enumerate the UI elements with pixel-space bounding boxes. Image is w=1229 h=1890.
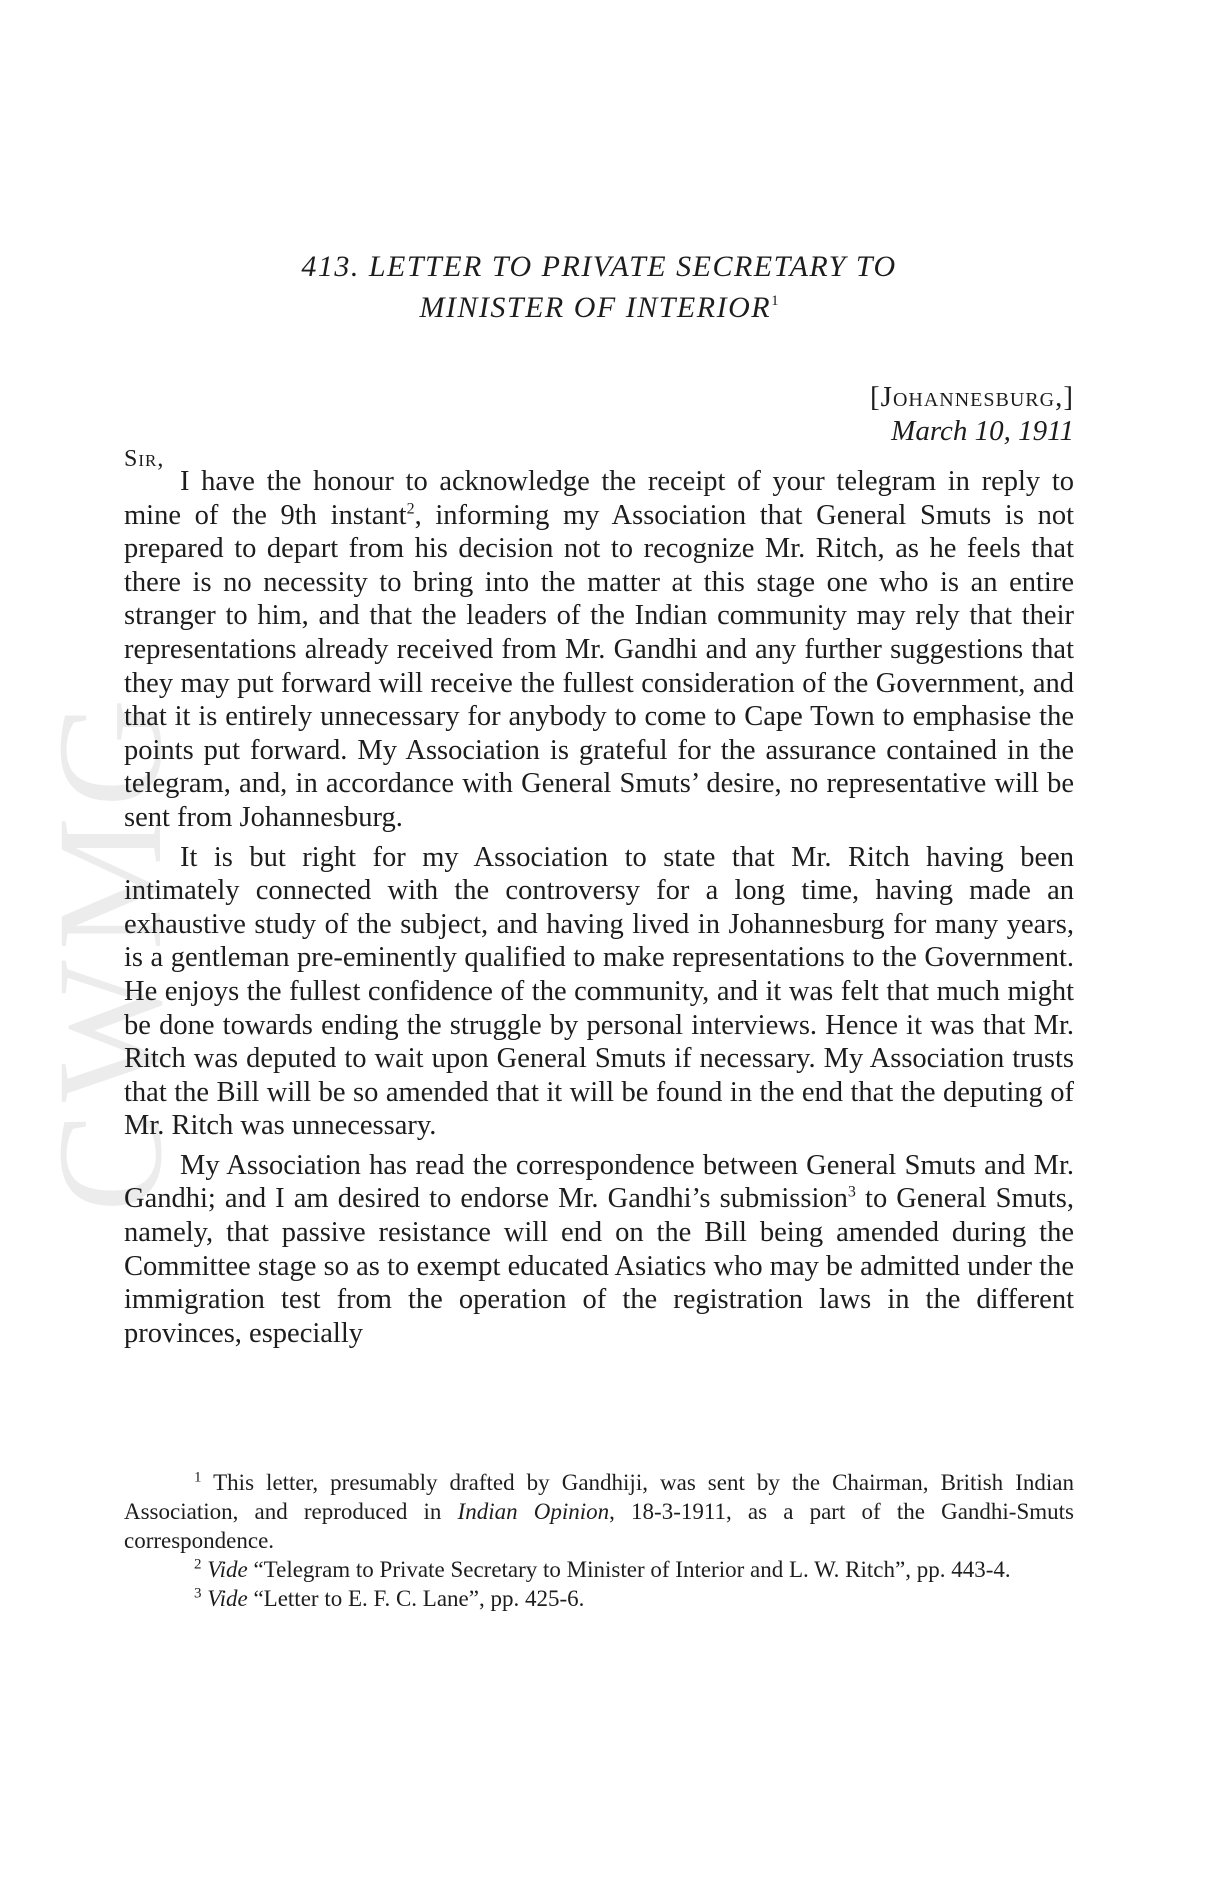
paragraph-text: It is but right for my Association to state that Mr. Ritch having been intimately connected with the controversy for a long time, having made an exhaustive study of the subject, and having lived in Johannesburg for many years, is a gentleman pre-eminently qualified to make representations to the Government. He enjoys the fullest confidence of the community, and it was felt that much might be done towards ending the struggle by personal interviews. Hence it was that Mr. Ritch was deputed to wait upon General Smuts if necessary. My Association trusts that the Bill will be so amended that it will be found in the end that the deputing of Mr. Ritch was unnecessary.: [124, 841, 1074, 1142]
footnotes: [124, 1468, 1074, 1613]
heading-footnote-ref: 1: [771, 293, 779, 309]
footnote-lead: Vide: [207, 1557, 248, 1582]
document-heading: [124, 250, 1074, 325]
paragraph-text: I have the honour to acknowledge the receipt of your telegram in reply to mine of the 9th instant: [124, 466, 1074, 531]
footnote-2: [124, 1555, 1074, 1584]
footnote-italic: Indian Opinion: [457, 1499, 610, 1524]
footnote-ref: 2: [406, 500, 415, 518]
footnote-ref: 3: [847, 1183, 856, 1201]
footnote-text: “Letter to E. F. C. Lane”, pp. 425-6.: [247, 1586, 585, 1611]
heading-line-2-text: MINISTER OF INTERIOR: [419, 291, 772, 324]
footnote-1: [124, 1468, 1074, 1555]
footnote-text-continued: , 18-3-1911, as a part of the Gandhi-Smuts correspondence.: [124, 1499, 1074, 1553]
heading-line-1: 413. LETTER TO PRIVATE SECRETARY TO: [301, 250, 897, 283]
paragraph-2: [124, 841, 1074, 1143]
date-line: March 10, 1911: [891, 415, 1074, 447]
footnote-lead: Vide: [207, 1586, 248, 1611]
watermark: CWMG: [27, 688, 193, 1212]
paragraph-1: [124, 465, 1074, 835]
footnote-text: This letter, presumably drafted by Gandhiji, was sent by the Chairman, British Indian Association, and reproduced in: [124, 1470, 1074, 1524]
paragraph-3: [124, 1149, 1074, 1351]
dateline: [870, 380, 1074, 448]
place-line: [Johannesburg,]: [870, 381, 1074, 413]
footnote-number: 1: [194, 1469, 202, 1486]
paragraph-text-continued: to General Smuts, namely, that passive resistance will end on the Bill being amended during the Committee stage so as to exempt educated Asiatics who may be admitted under the immigration test from the operation of the registration laws in the different provinces, especially: [124, 1183, 1075, 1349]
paragraph-text: My Association has read the correspondence between General Smuts and Mr. Gandhi; and I am desired to endorse Mr. Gandhi’s submission: [124, 1149, 1074, 1215]
letter-body: [124, 465, 1074, 1356]
paragraph-text-continued: , informing my Association that General Smuts is not prepared to depart from his decision not to recognize Mr. Ritch, as he feels that there is no necessity to bring into the matter at this stage one who is an entire stranger to him, and that the leaders of the Indian community may rely that their representations already received from Mr. Gandhi and any further suggestions that they may put forward will receive the fullest consideration of the Government, and that it is entirely unnecessary for anybody to come to Cape Town to emphasise the points put forward. My Association is grateful for the assurance contained in the telegram, and, in accordance with General Smuts’ desire, no representative will be sent from Johannesburg.: [124, 499, 1074, 833]
salutation: Sir,: [124, 446, 165, 472]
footnote-text: “Telegram to Private Secretary to Minister of Interior and L. W. Ritch”, pp. 443-4.: [247, 1557, 1011, 1582]
heading-line-2: [124, 284, 1074, 325]
footnote-number: 2: [194, 1556, 202, 1573]
footnote-number: 3: [194, 1585, 202, 1602]
footnote-3: [124, 1584, 1074, 1613]
